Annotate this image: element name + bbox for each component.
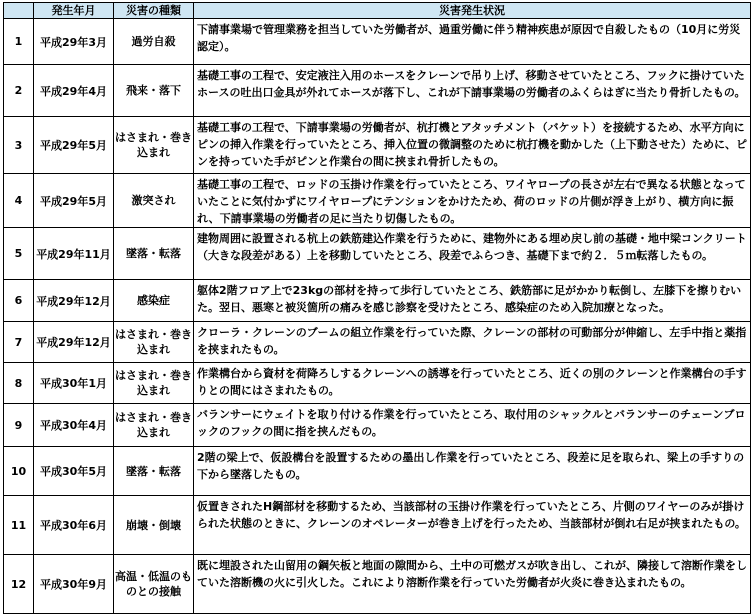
row-desc: 作業構台から資材を荷降ろしするクレーンへの誘導を行っていたところ、近くの別のクレーンと作業構台の手すりとの間にはさまれたもの。 bbox=[194, 363, 751, 404]
header-type: 災害の種類 bbox=[114, 3, 194, 19]
table-row bbox=[4, 496, 751, 555]
row-desc: 既に埋設された山留用の鋼矢板と地面の隙間から、土中の可燃ガスが吹き出し、これが、隣接して溶断作業をしていた溶断機の火に引火した。これにより溶断作業を行っていた労働者が火炎に巻き込まれたもの。 bbox=[194, 555, 751, 614]
row-number: 5 bbox=[4, 228, 34, 280]
table-row bbox=[4, 363, 751, 404]
header-no bbox=[4, 3, 34, 19]
table-row bbox=[4, 322, 751, 363]
table-row bbox=[4, 280, 751, 322]
row-date: 平成29年12月 bbox=[34, 280, 114, 322]
row-number: 10 bbox=[4, 447, 34, 496]
row-desc: 下請事業場で管理業務を担当していた労働者が、過重労働に伴う精神疾患が原因で自殺したもの（10月に労災認定）。 bbox=[194, 19, 751, 65]
row-date: 平成30年5月 bbox=[34, 447, 114, 496]
row-date: 平成29年5月 bbox=[34, 117, 114, 174]
row-type: 墜落・転落 bbox=[114, 228, 194, 280]
table-row bbox=[4, 404, 751, 447]
table-row bbox=[4, 555, 751, 614]
row-date: 平成29年5月 bbox=[34, 174, 114, 228]
table-row bbox=[4, 117, 751, 174]
row-type: 感染症 bbox=[114, 280, 194, 322]
row-date: 平成30年9月 bbox=[34, 555, 114, 614]
row-date: 平成30年6月 bbox=[34, 496, 114, 555]
row-number: 1 bbox=[4, 19, 34, 65]
row-number: 8 bbox=[4, 363, 34, 404]
row-type: 墜落・転落 bbox=[114, 447, 194, 496]
row-date: 平成29年3月 bbox=[34, 19, 114, 65]
table-row bbox=[4, 19, 751, 65]
row-number: 7 bbox=[4, 322, 34, 363]
row-number: 2 bbox=[4, 65, 34, 117]
accident-table bbox=[3, 2, 751, 614]
row-type: 高温・低温のものとの接触 bbox=[114, 555, 194, 614]
row-desc: 仮置きされたH鋼部材を移動するため、当該部材の玉掛け作業を行っていたところ、片側のワイヤーのみが掛けられた状態のときに、クレーンのオペレーターが巻き上げを行ったため、当該部材が倒れ右足が挟まれたもの。 bbox=[194, 496, 751, 555]
row-desc: 躯体2階フロア上で23kgの部材を持って歩行していたところ、鉄筋部に足がかかり転倒し、左膝下を擦りむいた。翌日、悪寒と被災箇所の痛みを感じ診察を受けたところ、感染症のため入院加療となった。 bbox=[194, 280, 751, 322]
row-date: 平成30年4月 bbox=[34, 404, 114, 447]
row-desc: 2階の梁上で、仮設構台を設置するための墨出し作業を行っていたところ、段差に足を取られ、梁上の手すりの下から墜落したもの。 bbox=[194, 447, 751, 496]
row-type: 過労自殺 bbox=[114, 19, 194, 65]
row-date: 平成30年1月 bbox=[34, 363, 114, 404]
row-type: 激突され bbox=[114, 174, 194, 228]
row-type: はさまれ・巻き込まれ bbox=[114, 363, 194, 404]
row-type: 崩壊・倒壊 bbox=[114, 496, 194, 555]
row-type: はさまれ・巻き込まれ bbox=[114, 117, 194, 174]
row-number: 6 bbox=[4, 280, 34, 322]
table-header-row bbox=[4, 3, 751, 19]
table-row bbox=[4, 228, 751, 280]
row-number: 4 bbox=[4, 174, 34, 228]
table-row bbox=[4, 65, 751, 117]
row-date: 平成29年4月 bbox=[34, 65, 114, 117]
row-desc: 基礎工事の工程で、下請事業場の労働者が、杭打機とアタッチメント（バケット）を接続するため、水平方向にピンの挿入作業を行っていたところ、挿入位置の微調整のために杭打機を動かした（上下動させた）ために、ピンを持っていた手がピンと作業台の間に挟まれ骨折したもの。 bbox=[194, 117, 751, 174]
row-date: 平成29年12月 bbox=[34, 322, 114, 363]
header-desc: 災害発生状況 bbox=[194, 3, 751, 19]
row-number: 9 bbox=[4, 404, 34, 447]
row-type: はさまれ・巻き込まれ bbox=[114, 322, 194, 363]
table-row bbox=[4, 174, 751, 228]
row-desc: クローラ・クレーンのブームの組立作業を行っていた際、クレーンの部材の可動部分が伸縮し、左手中指と薬指を挟まれたもの。 bbox=[194, 322, 751, 363]
row-number: 12 bbox=[4, 555, 34, 614]
row-number: 11 bbox=[4, 496, 34, 555]
row-desc: 建物周囲に設置される杭上の鉄筋建込作業を行うために、建物外にある埋め戻し前の基礎・地中梁コンクリート（大きな段差がある）上を移動していたところ、段差でふらつき、基礎下まで約２．５ｍ転落したもの。 bbox=[194, 228, 751, 280]
row-date: 平成29年11月 bbox=[34, 228, 114, 280]
row-desc: 基礎工事の工程で、ロッドの玉掛け作業を行っていたところ、ワイヤロープの長さが左右で異なる状態となっていたことに気付かずにワイヤロープにテンションをかけたため、荷のロッドの片側が浮き上がり、横方向に振れ、下請事業場の労働者の足に当たり切傷したもの。 bbox=[194, 174, 751, 228]
row-type: はさまれ・巻き込まれ bbox=[114, 404, 194, 447]
row-desc: バランサーにウェイトを取り付ける作業を行っていたところ、取付用のシャックルとバランサーのチェーンブロックのフックの間に指を挟んだもの。 bbox=[194, 404, 751, 447]
row-desc: 基礎工事の工程で、安定液注入用のホースをクレーンで吊り上げ、移動させていたところ、フックに掛けていたホースの吐出口金具が外れてホースが落下し、これが下請事業場の労働者のふくらはぎに当たり骨折したもの。 bbox=[194, 65, 751, 117]
row-number: 3 bbox=[4, 117, 34, 174]
table-row bbox=[4, 447, 751, 496]
row-type: 飛来・落下 bbox=[114, 65, 194, 117]
header-date: 発生年月 bbox=[34, 3, 114, 19]
